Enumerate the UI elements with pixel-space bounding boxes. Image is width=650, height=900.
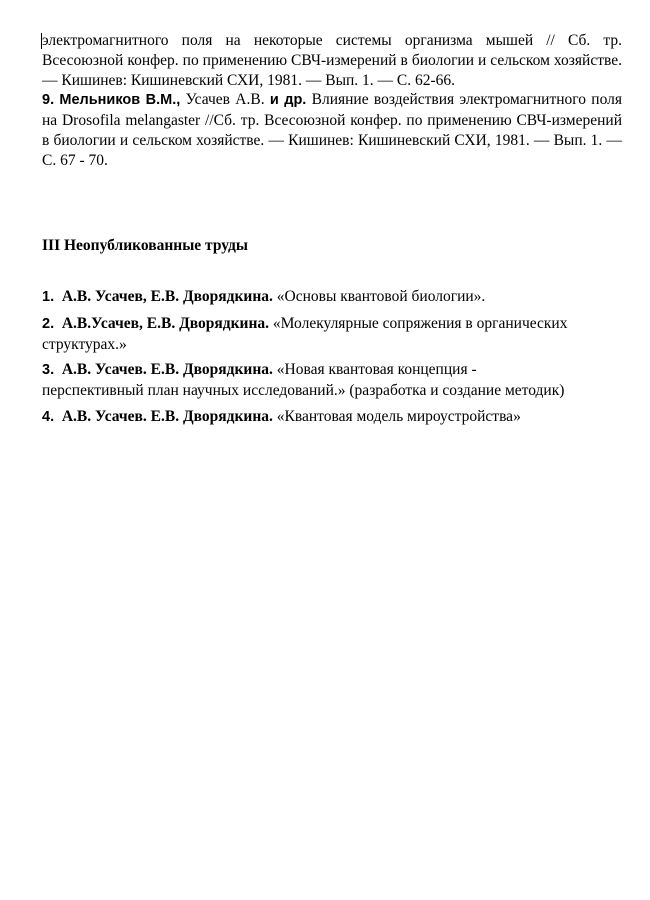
item-title: «Новая квантовая концепция - перспективный план научных исследований.» (разработка и создание методик) (42, 361, 565, 400)
list-item (42, 360, 582, 401)
item-authors: А.В. Усачев. Е.В. Дворядкина. (61, 407, 273, 425)
reference-9-author: Мельников В.М., (59, 92, 181, 109)
reference-9-number: 9. (42, 92, 55, 109)
list-item (42, 314, 582, 355)
item-authors: А.В.Усачев, Е.В. Дворядкина. (61, 314, 270, 332)
item-number: 3. (42, 362, 55, 379)
item-number: 4. (42, 408, 55, 425)
unpublished-works-list (42, 287, 582, 434)
section-heading: III Неопубликованные труды (42, 237, 248, 254)
item-authors: А.В. Усачев, Е.В. Дворядкина. (61, 288, 273, 305)
reference-9-coauthor: Усачев А.В. (185, 91, 265, 109)
item-number: 2. (42, 315, 55, 332)
item-title: «Молекулярные сопряжения в органических структурах.» (42, 314, 568, 353)
reference-continued-text: электромагнитного поля на некоторые системы организма мышей // Сб. тр. Всесоюзной конфер. по применению СВЧ-измерений в биологии и сельском хозяйстве. — Кишинев: Кишиневский СХИ, 1981. — Вып. 1. — С. 62-66. (42, 32, 622, 89)
text-cursor (41, 33, 42, 49)
document-page (42, 31, 622, 425)
item-authors: А.В. Усачев. Е.В. Дворядкина. (61, 361, 273, 379)
reference-9-text: Влияние воздействия электромагнитного поля на Drosofila melangaster //Сб. тр. Всесоюзной конфер. по применению СВЧ-измерений в биологии и сельском хозяйстве. — Кишинев: Кишиневский СХИ, 1981. — Вып. 1. — С. 67 - 70. (42, 91, 622, 169)
reference-9 (42, 90, 622, 170)
item-title: «Основы квантовой биологии». (276, 288, 486, 305)
item-title: «Квантовая модель мироустройства» (276, 407, 521, 425)
item-number: 1. (42, 289, 55, 305)
list-item (42, 407, 582, 428)
list-item (42, 287, 582, 308)
reference-9-et-al: и др. (269, 92, 307, 109)
reference-continued (42, 31, 622, 90)
